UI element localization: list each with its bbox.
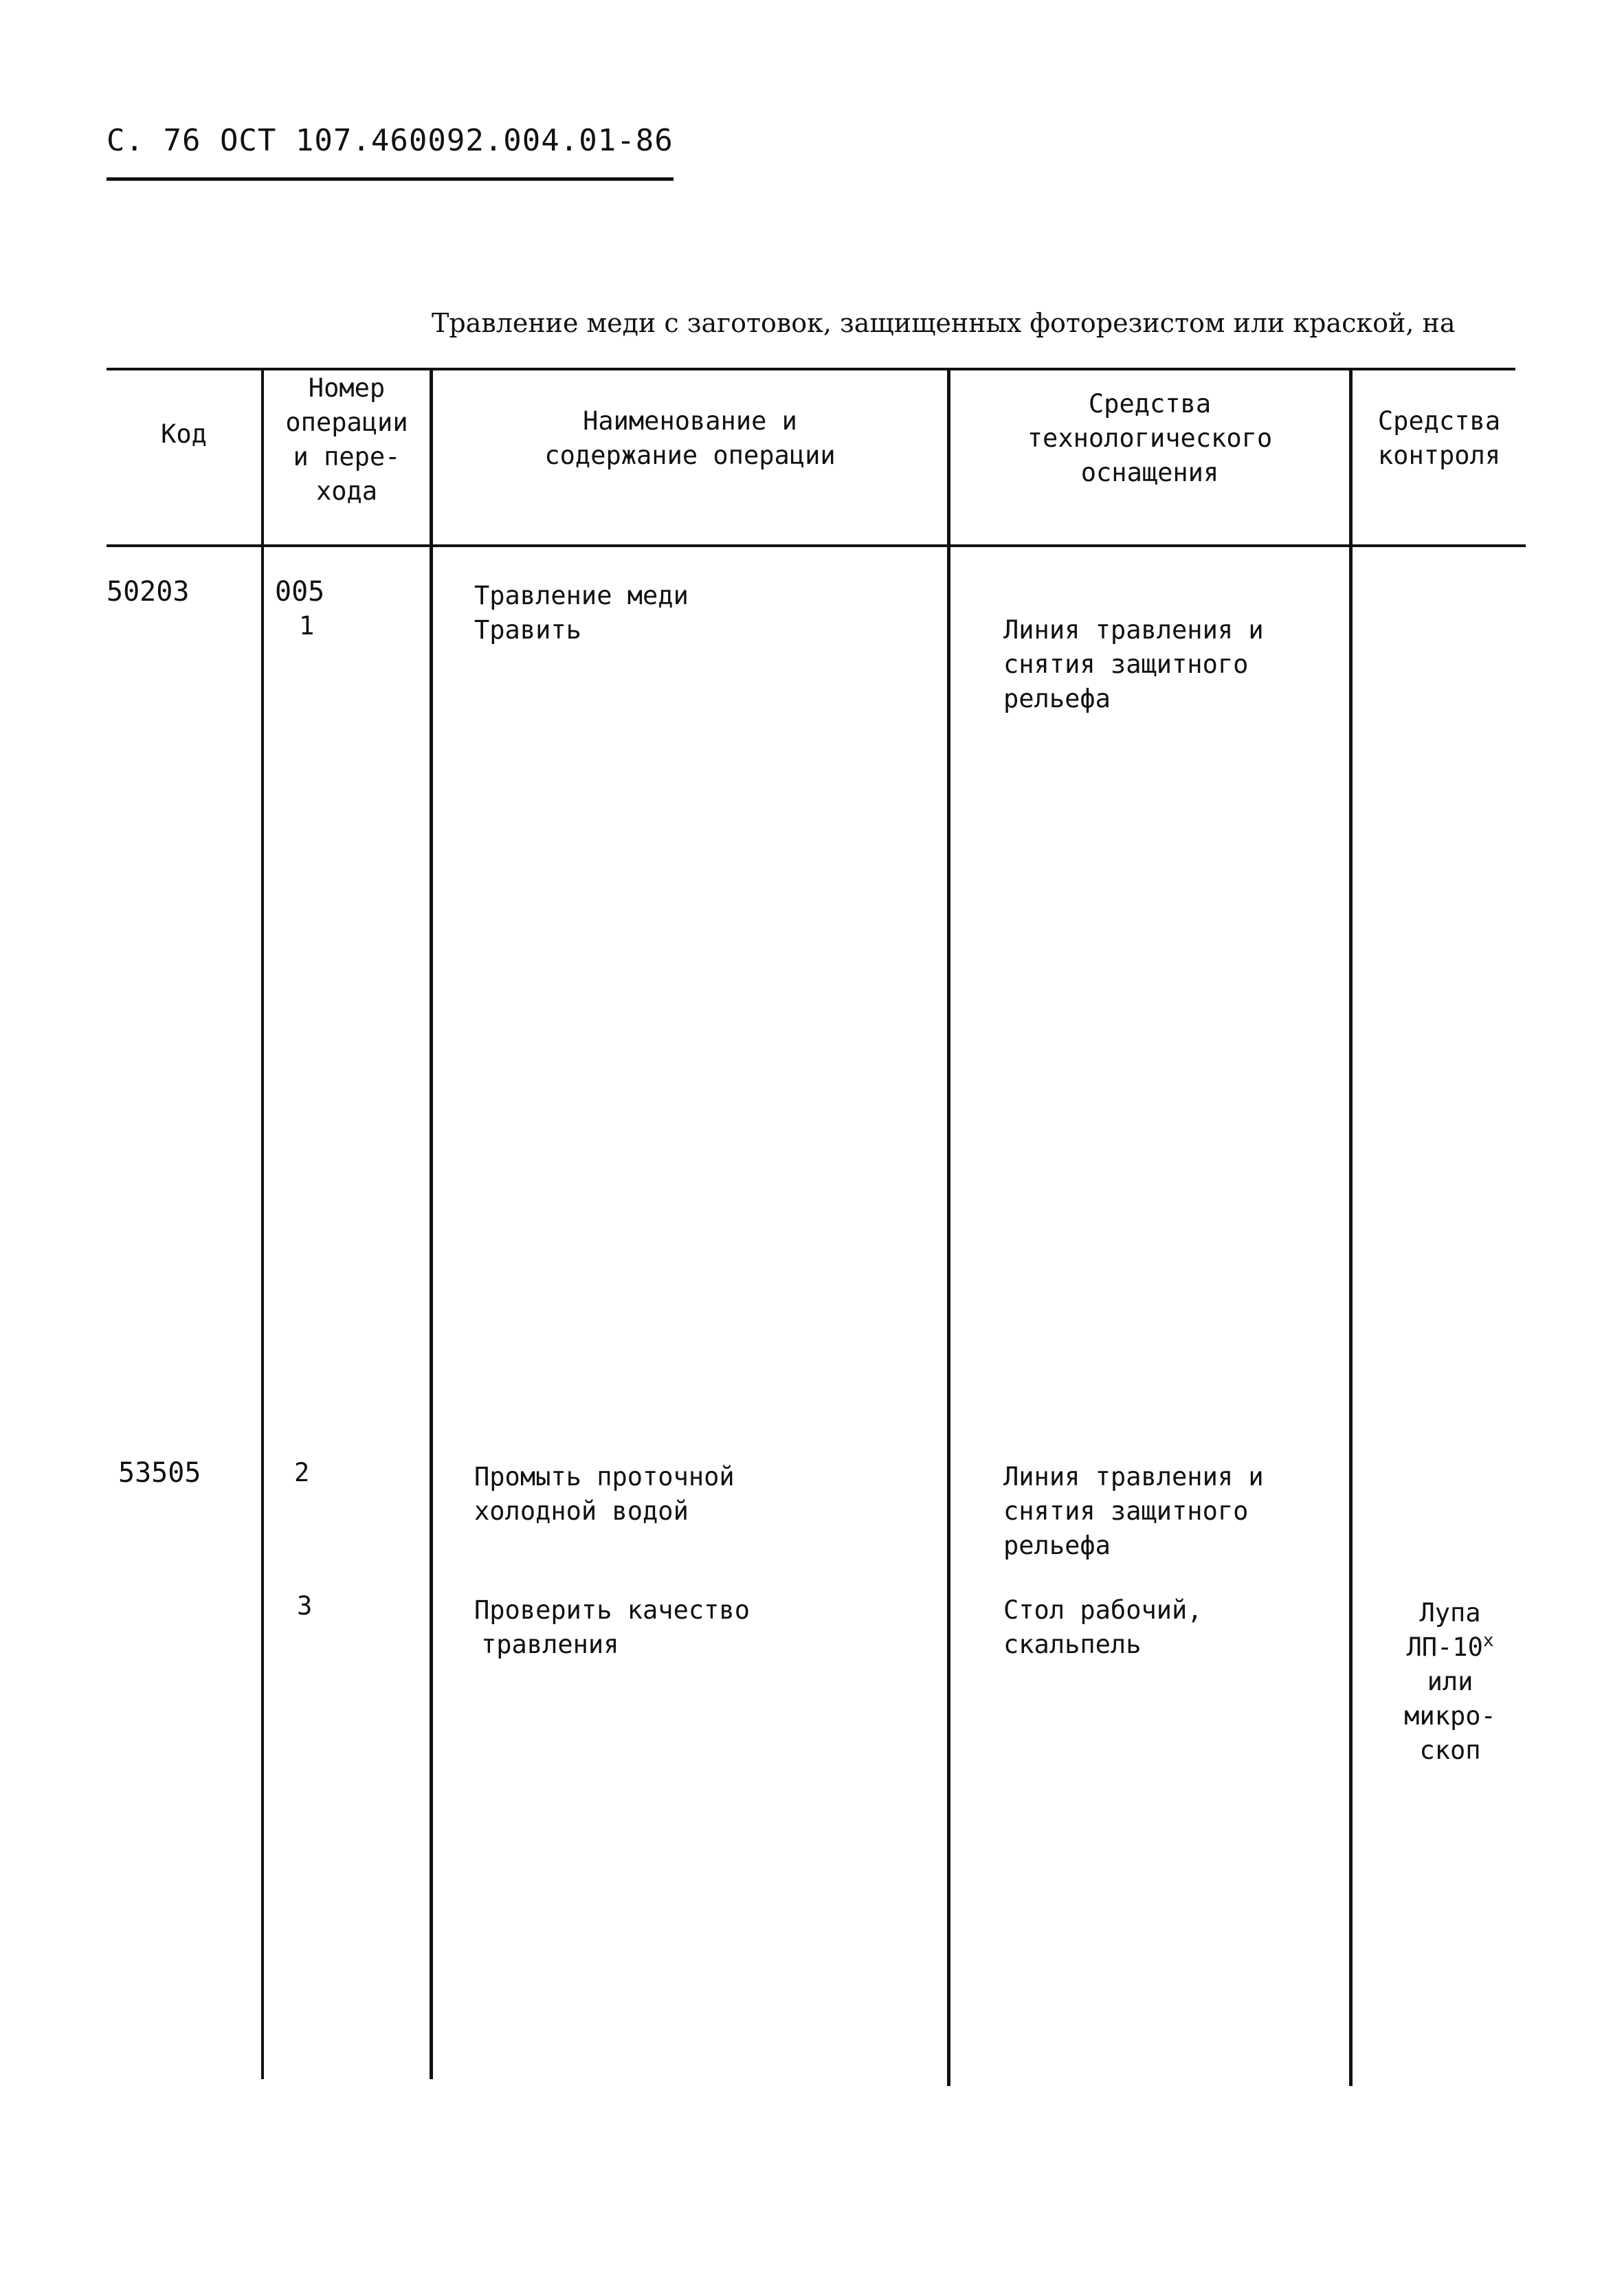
column-divider-4 bbox=[1349, 368, 1353, 2086]
header-control-line: Средства bbox=[1377, 406, 1501, 436]
row1-op-line: 005 bbox=[275, 576, 325, 608]
row1-tools-line: Линия травления и bbox=[1003, 615, 1264, 645]
row3-name-line: травления bbox=[481, 1630, 619, 1659]
column-divider-1 bbox=[261, 368, 264, 2079]
row2-op-line: 2 bbox=[294, 1458, 310, 1487]
row2-op bbox=[294, 1456, 309, 1490]
row1-name-line: Травить bbox=[474, 615, 581, 645]
header-name bbox=[433, 404, 947, 473]
header-tools-line: технологического bbox=[1027, 423, 1273, 453]
row3-name bbox=[474, 1593, 750, 1662]
row1-tools-line: снятия защитного bbox=[1003, 650, 1249, 679]
header-tools-line: оснащения bbox=[1080, 458, 1219, 487]
row2-name-line: Промыть проточной bbox=[474, 1462, 735, 1492]
row2-name bbox=[474, 1460, 735, 1529]
row1-name-line: Травление меди bbox=[474, 581, 689, 610]
header-name-line: содержание операции bbox=[544, 441, 836, 470]
row3-tools-line: Стол рабочий, bbox=[1003, 1595, 1203, 1625]
row3-control-superscript: х bbox=[1482, 1630, 1494, 1651]
row1-code: 50203 bbox=[107, 576, 190, 608]
row3-control-model: ЛП-10 bbox=[1406, 1632, 1483, 1662]
header-name-line: Наименование и bbox=[583, 406, 797, 436]
row1-op-line: 1 bbox=[299, 611, 315, 641]
table-top-rule bbox=[107, 368, 1515, 370]
header-underline bbox=[107, 177, 674, 181]
row2-tools-line: рельефа bbox=[1003, 1531, 1111, 1560]
page-header: С. 76 ОСТ 107.460092.004.01-86 bbox=[107, 123, 674, 158]
row3-control-line: Лупа bbox=[1419, 1598, 1481, 1628]
header-control bbox=[1353, 404, 1526, 473]
column-divider-3 bbox=[947, 368, 950, 2086]
row3-control-line: или bbox=[1427, 1667, 1473, 1696]
row1-name bbox=[474, 579, 689, 647]
row1-tools bbox=[1003, 613, 1264, 716]
row3-tools-line: скальпель bbox=[1003, 1630, 1142, 1659]
table-caption: Травление меди с заготовок, защищенных фоторезистом или краской, на bbox=[432, 308, 1456, 338]
row2-tools-line: снятия защитного bbox=[1003, 1496, 1249, 1526]
row1-tools-line: рельефа bbox=[1003, 684, 1111, 713]
row1-op bbox=[275, 575, 324, 643]
header-op-line: и пере- bbox=[293, 442, 401, 472]
row2-tools-line: Линия травления и bbox=[1003, 1462, 1264, 1492]
row3-op-line: 3 bbox=[297, 1591, 313, 1621]
row3-name-line: Проверить качество bbox=[474, 1595, 750, 1625]
row3-control-line: скоп bbox=[1419, 1736, 1481, 1765]
row2-name-line: холодной водой bbox=[474, 1496, 689, 1526]
header-op-line: операции bbox=[285, 408, 408, 437]
row3-op bbox=[297, 1589, 312, 1623]
row3-control bbox=[1381, 1596, 1519, 1768]
header-control-line: контроля bbox=[1377, 441, 1501, 470]
header-code: Код bbox=[161, 419, 207, 449]
row3-control-line bbox=[1381, 1630, 1519, 1665]
row2-code: 53505 bbox=[118, 1457, 201, 1489]
row3-tools bbox=[1003, 1593, 1203, 1662]
header-op-line: Номер bbox=[308, 373, 386, 403]
column-divider-2 bbox=[430, 368, 433, 2079]
row3-control-line: микро- bbox=[1404, 1701, 1496, 1731]
header-bottom-rule bbox=[107, 544, 1526, 547]
row2-tools bbox=[1003, 1460, 1264, 1563]
header-tools-line: Средства bbox=[1088, 389, 1212, 419]
header-op-number bbox=[264, 371, 430, 509]
header-tools bbox=[950, 387, 1349, 490]
header-op-line: хода bbox=[315, 476, 378, 506]
